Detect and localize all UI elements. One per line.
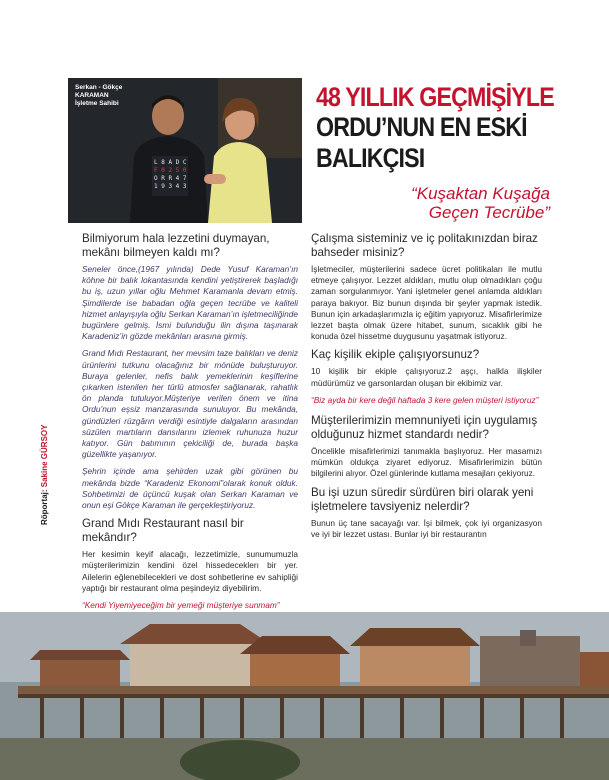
left-column [82, 232, 298, 619]
answer-paragraph: İşletmeciler, müşterilerini sadece ücret politikaları ile mutlu etmeye çalışıyor. Lezzet aldıkları, mutlu olup olmadıkları çoğu zaman sorgulanmıyor. Yani işletmeler genel anlamda aldıkları paraya bakıyor. Biz bunun dışında bir şeyler yapmak istedik. Bunun için arkadaşlarımızla iç eğitim yapıyoruz. Misafirlerimize lezzet başta olmak üzere hitabet, sunum, sıcaklık gibi he konuda özel hissetme duygusunu yaşatmak istiyoruz. [311, 264, 542, 342]
svg-text:1 9 3 4 3: 1 9 3 4 3 [154, 183, 187, 190]
right-column [311, 232, 542, 546]
caption-line: KARAMAN [75, 92, 109, 99]
subtitle-line-2: Geçen Tecrübe” [428, 203, 550, 222]
svg-text:O R R 4 7: O R R 4 7 [154, 175, 187, 182]
intro-paragraph: Seneler önce,(1967 yılında) Dede Yusuf Karaman’ın köhne bir balık lokantasında kendini yetiştirerek başladığı bu iş, uzun yıllar oğlu Mehmet Karamanla devam etmiş. Şimdilerde ise babadan oğla geçen tecrübe ve kaliteli hizmet anlayışıyla oğlu Serkan Karaman’ın işletmeciliğinde bugünlere gelmiş. İsmi bulunduğu ilin dışına taşınarak Karadeniz’in gözde mekânları arasına girmiş. [82, 264, 298, 342]
pull-quote: “Kendi Yiyemiyeceğim bir yemeği müşteriye sunmam” [82, 600, 280, 611]
answer-paragraph: Öncelikle misafirlerimizi tanımakla başlıyoruz. Her masamızı mümkün oldukça ziyaret ediyoruz. Misafirlerimizin bütün bilgilerini alıyor. Özel günlerinde kutlama mesajları çekiyoruz. [311, 446, 542, 479]
photo-caption [75, 84, 195, 108]
intro-paragraph: Grand Mıdı Restaurant, her mevsim taze balıkları ve deniz ürünlerini tutkunu olacağınız bir mönüde buluşturuyor. Buraya gelenler, nefis balık yemeklerinin keşiflerine çıkarken istenilen her türlü atmosfer sağlanarak, rahatlık ön planda tutuluyor.Müşteriye verilen önem ve itina Ordu’nun eşsiz manzarasında sunuluyor. Bu mekânda, gündüzleri rüzgârın verdiği esintiyle dalgaların arasından süzülen martıların dansılarını izlemek ruhunuza huzur katıyor. Gün batımının çekiciliği de, burada başka güzellikte yaşanıyor. [82, 348, 298, 460]
question-heading: Bilmiyorum hala lezzetini duymayan, mekânı bilmeyen kaldı mı? [82, 232, 270, 259]
restaurant-photo [0, 612, 609, 780]
question-heading: Bu işi uzun süredir sürdüren biri olarak yeni işletmelere tavsiyeniz nelerdir? [311, 485, 534, 513]
caption-line: İşletme Sahibi [75, 100, 119, 107]
article-subtitle [380, 184, 550, 222]
credit-name: Sakine GÜRSOY [40, 424, 49, 488]
caption-line: Serkan - Gökçe [75, 84, 123, 91]
answer-paragraph: 10 kişilik bir ekiple çalışıyoruz.2 aşçı, halkla ilişkiler müdürümüz ve garsonlardan oluşan bir ekibimiz var. [311, 366, 542, 388]
title-line-2: ORDU’NUN EN ESKİ [316, 112, 527, 142]
restaurant-pier-illustration [0, 612, 609, 780]
owners-photo [68, 78, 302, 223]
svg-text:L 8 A D C: L 8 A D C [154, 159, 187, 166]
svg-text:F 0 2 5 0: F 0 2 5 0 [154, 167, 187, 174]
title-line-1: 48 YILLIK GEÇMİŞİYLE [316, 82, 554, 112]
answer-paragraph: Bunun üç tane sacayağı var. İşi bilmek, çok iyi organizasyon ve iyi bir lezzet ustası. Bunlar iyi bir restaurantın [311, 517, 542, 539]
question-heading: Kaç kişilik ekiple çalışıyorsunuz? [311, 348, 480, 362]
title-line-3: BALIKÇISI [316, 143, 425, 173]
question-heading: Çalışma sisteminiz ve iç politakınızdan biraz bahseder misiniz? [311, 232, 538, 259]
interview-credit [40, 405, 52, 525]
subtitle-line-1: “Kuşaktan Kuşağa [411, 184, 550, 203]
credit-label: Röportaj: [40, 487, 49, 525]
intro-paragraph: Şehrin içinde ama şehirden uzak gibi görünen bu mekânda bizde “Karadeniz Ekonomi”olarak konuk olduk. Sohbetimizi de üçüncü kuşak olan Serkan Karaman ve onun eşi Gökçe Karaman ile gerçekleştiriyoruz. [82, 466, 298, 511]
question-heading: Grand Mıdı Restaurant nasıl bir mekândır? [82, 517, 244, 545]
pull-quote: “Biz ayda bir kere değil haftada 3 kere gelen müşteri istiyoruz” [311, 394, 539, 405]
answer-paragraph: Her kesimin keyif alacağı, lezzetimizle, sunumumuzla müşterilerimizin kendini özel hissedeceklerı bir yer. Ailelerin eğlenebilecekleri ve dost sohbetlerine ev sahipliği yaptığı bir restaurant olma peşindeyiz diyebilirim. [82, 549, 298, 593]
article-title [316, 82, 556, 174]
question-heading: Müşterilerimizin memnuniyeti için uygulamış olduğunuz hizmet standardı nedir? [311, 414, 538, 442]
